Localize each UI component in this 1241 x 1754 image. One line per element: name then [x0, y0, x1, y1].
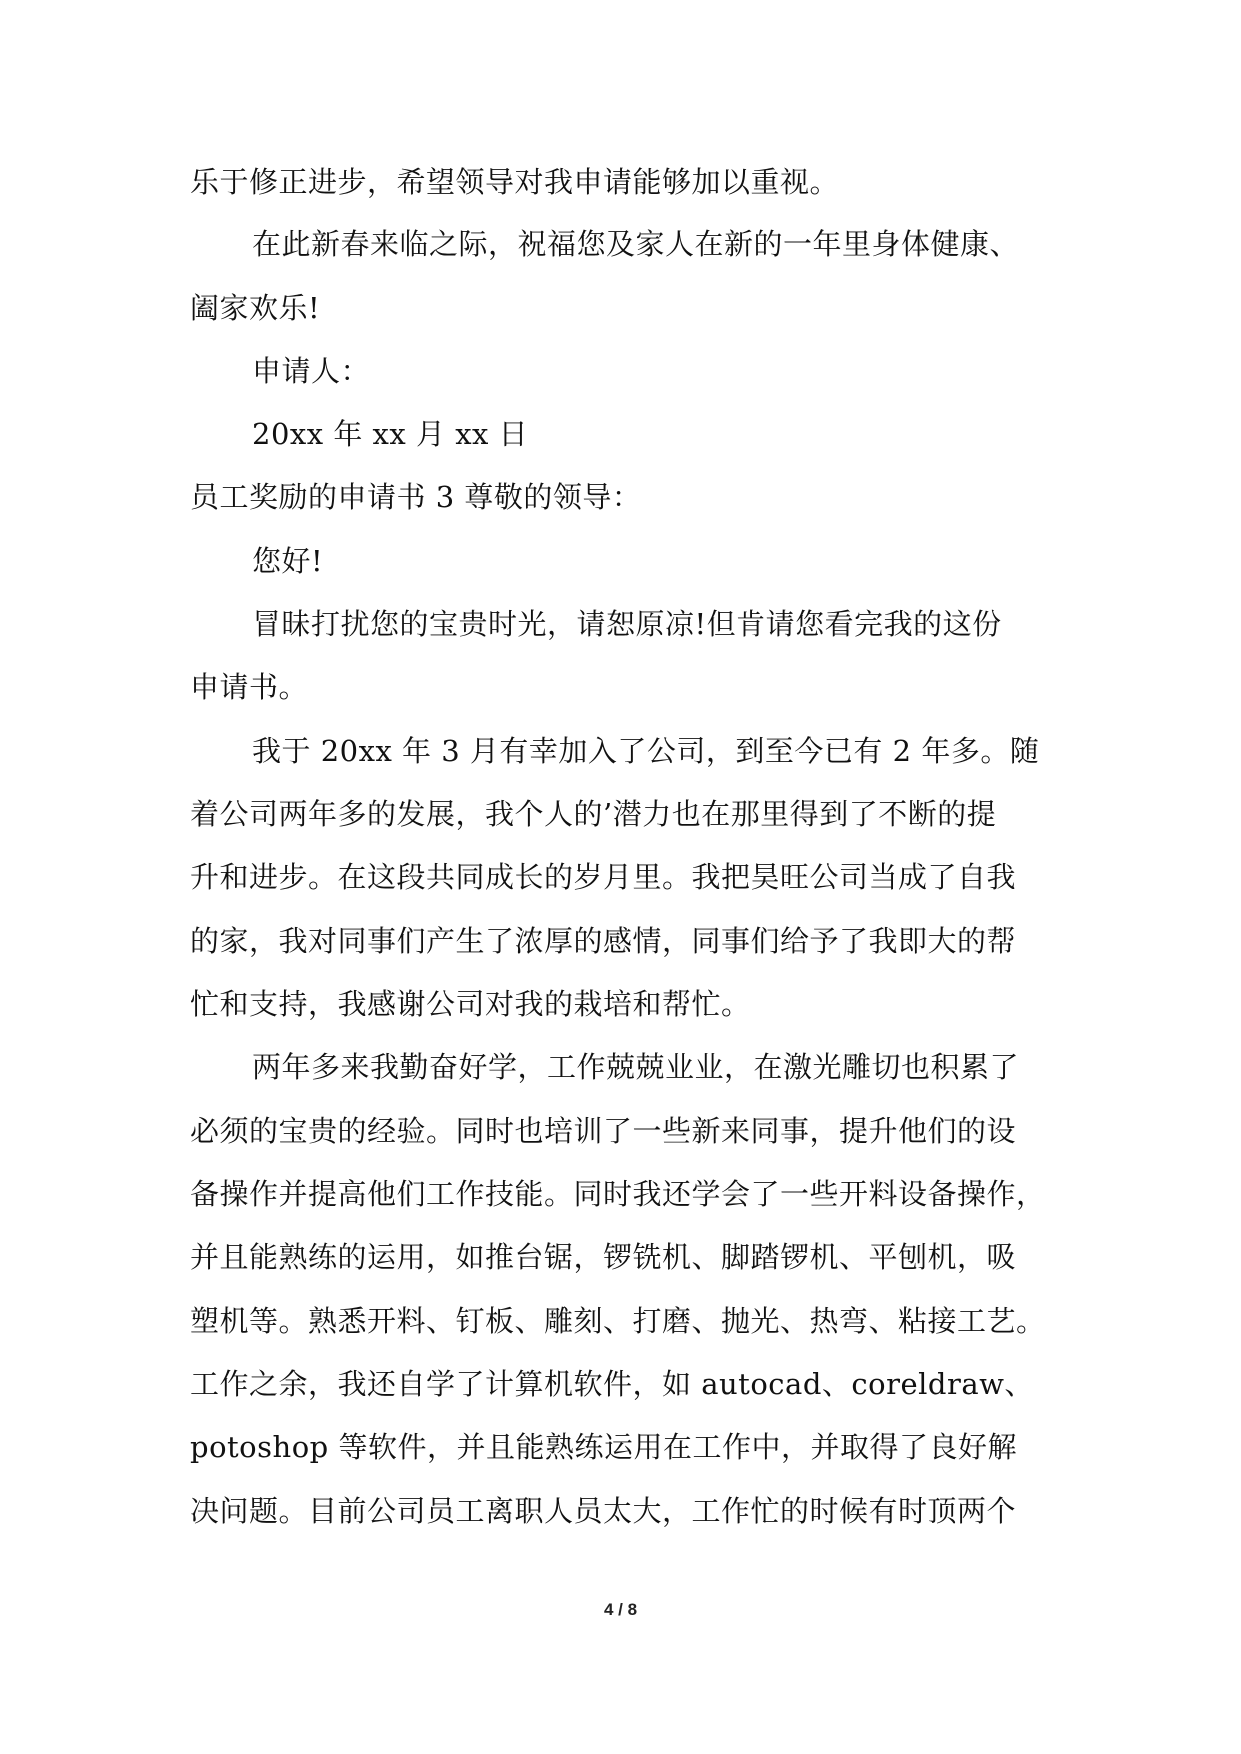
text-line: 着公司两年多的发展，我个人的’潜力也在那里得到了不断的提: [190, 797, 997, 831]
text-line: 申请人：: [252, 354, 371, 388]
text-line: 在此新春来临之际，祝福您及家人在新的一年里身体健康、: [252, 227, 1020, 261]
text-line: 的家，我对同事们产生了浓厚的感情，同事们给予了我即大的帮: [190, 924, 1017, 958]
text-line: 20xx 年 xx 月 xx 日: [252, 417, 529, 451]
text-line: 我于 20xx 年 3 月有幸加入了公司，到至今已有 2 年多。随: [252, 734, 1040, 768]
section-heading: 员工奖励的申请书 3 尊敬的领导：: [190, 480, 642, 514]
text-line: 必须的宝贵的经验。同时也培训了一些新来同事，提升他们的设: [190, 1114, 1017, 1148]
text-line: 工作之余，我还自学了计算机软件，如 autocad、coreldraw、: [190, 1367, 1034, 1401]
text-line: potoshop 等软件，并且能熟练运用在工作中，并取得了良好解: [190, 1430, 1017, 1464]
text-line: 阖家欢乐!: [190, 291, 321, 325]
text-line: 您好!: [252, 544, 324, 578]
text-line: 申请书。: [190, 670, 309, 704]
page-number: 4 / 8: [603, 1600, 638, 1619]
text-line: 塑机等。熟悉开料、钉板、雕刻、打磨、抛光、热弯、粘接工艺。: [190, 1304, 1046, 1338]
text-line: 决问题。目前公司员工离职人员太大，工作忙的时候有时顶两个: [190, 1494, 1017, 1528]
text-line: 两年多来我勤奋好学，工作兢兢业业，在激光雕切也积累了: [252, 1050, 1020, 1084]
text-line: 备操作并提高他们工作技能。同时我还学会了一些开料设备操作，: [190, 1177, 1046, 1211]
text-line: 忙和支持，我感谢公司对我的栽培和帮忙。: [190, 987, 751, 1021]
text-line: 并且能熟练的运用，如推台锯，锣铣机、脚踏锣机、平刨机，吸: [190, 1240, 1017, 1274]
text-line: 乐于修正进步，希望领导对我申请能够加以重视。: [190, 165, 840, 199]
text-line: 冒昧打扰您的宝贵时光，请恕原凉!但肯请您看完我的这份: [252, 607, 1002, 641]
text-line: 升和进步。在这段共同成长的岁月里。我把昊旺公司当成了自我: [190, 860, 1017, 894]
